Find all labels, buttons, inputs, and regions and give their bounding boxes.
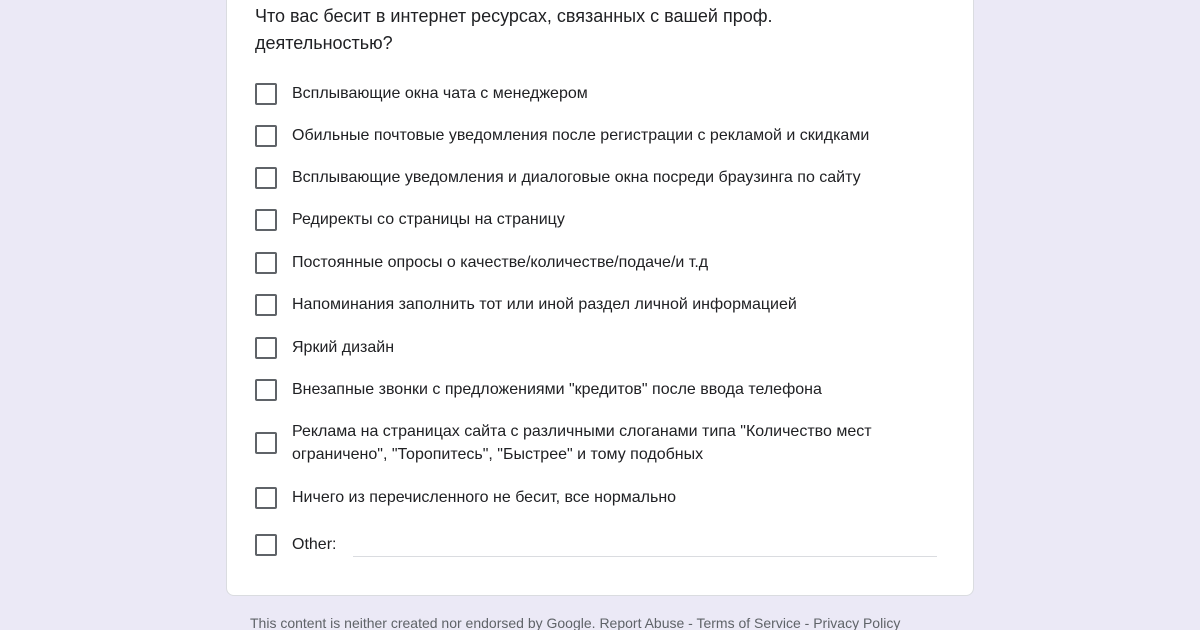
option-label-6: Яркий дизайн (292, 339, 395, 356)
option-item-5[interactable] (255, 293, 945, 316)
checkbox-2[interactable] (255, 167, 277, 189)
footer-disclaimer: This content is neither created nor endorsed by Google. (250, 615, 596, 630)
checkbox-5[interactable] (255, 294, 277, 316)
question-title: Что вас бесит в интернет ресурсах, связанных с вашей проф. деятельностью? (255, 6, 773, 53)
option-label-7: Внезапные звонки с предложениями "кредитов" после ввода телефона (292, 381, 822, 398)
option-item-1[interactable] (255, 124, 945, 147)
other-label: Other: (292, 536, 337, 553)
option-label-5: Напоминания заполнить тот или иной раздел личной информацией (292, 296, 797, 313)
privacy-link[interactable]: Privacy Policy (813, 615, 901, 630)
checkbox-3[interactable] (255, 209, 277, 231)
checkbox-8[interactable] (255, 432, 277, 454)
terms-link[interactable]: Terms of Service (696, 615, 801, 630)
option-item-0[interactable] (255, 82, 945, 105)
footer-separator: - (800, 615, 814, 630)
option-label-8: Реклама на страницах сайта с различными слоганами типа "Количество мест ограничено", "Торопитесь", "Быстрее" и тому подобных (292, 423, 872, 463)
option-label-1: Обильные почтовые уведомления после регистрации с рекламой и скидками (292, 127, 870, 144)
option-item-4[interactable] (255, 251, 945, 274)
checkbox-4[interactable] (255, 252, 277, 274)
option-label-9: Ничего из перечисленного не бесит, все нормально (292, 489, 677, 506)
checkbox-6[interactable] (255, 337, 277, 359)
checkbox-0[interactable] (255, 83, 277, 105)
option-label-2: Всплывающие уведомления и диалоговые окна посреди браузинга по сайту (292, 169, 861, 186)
report-abuse-link[interactable]: Report Abuse (599, 615, 685, 630)
option-item-7[interactable] (255, 378, 945, 401)
option-item-3[interactable] (255, 208, 945, 231)
checkbox-other[interactable] (255, 534, 277, 556)
option-item-6[interactable] (255, 336, 945, 359)
checkbox-1[interactable] (255, 125, 277, 147)
option-label-3: Редиректы со страницы на страницу (292, 211, 565, 228)
footer (250, 613, 900, 630)
option-item-9[interactable] (255, 486, 945, 509)
option-item-2[interactable] (255, 166, 945, 189)
option-label-4: Постоянные опросы о качестве/количестве/подаче/и т.д (292, 254, 709, 271)
footer-separator: - (684, 615, 697, 630)
checkbox-9[interactable] (255, 487, 277, 509)
checkbox-7[interactable] (255, 379, 277, 401)
option-item-8[interactable] (255, 420, 945, 466)
question-card (226, 0, 974, 596)
option-item-other[interactable] (255, 533, 945, 556)
other-input[interactable] (353, 556, 937, 557)
option-label-0: Всплывающие окна чата с менеджером (292, 85, 588, 102)
